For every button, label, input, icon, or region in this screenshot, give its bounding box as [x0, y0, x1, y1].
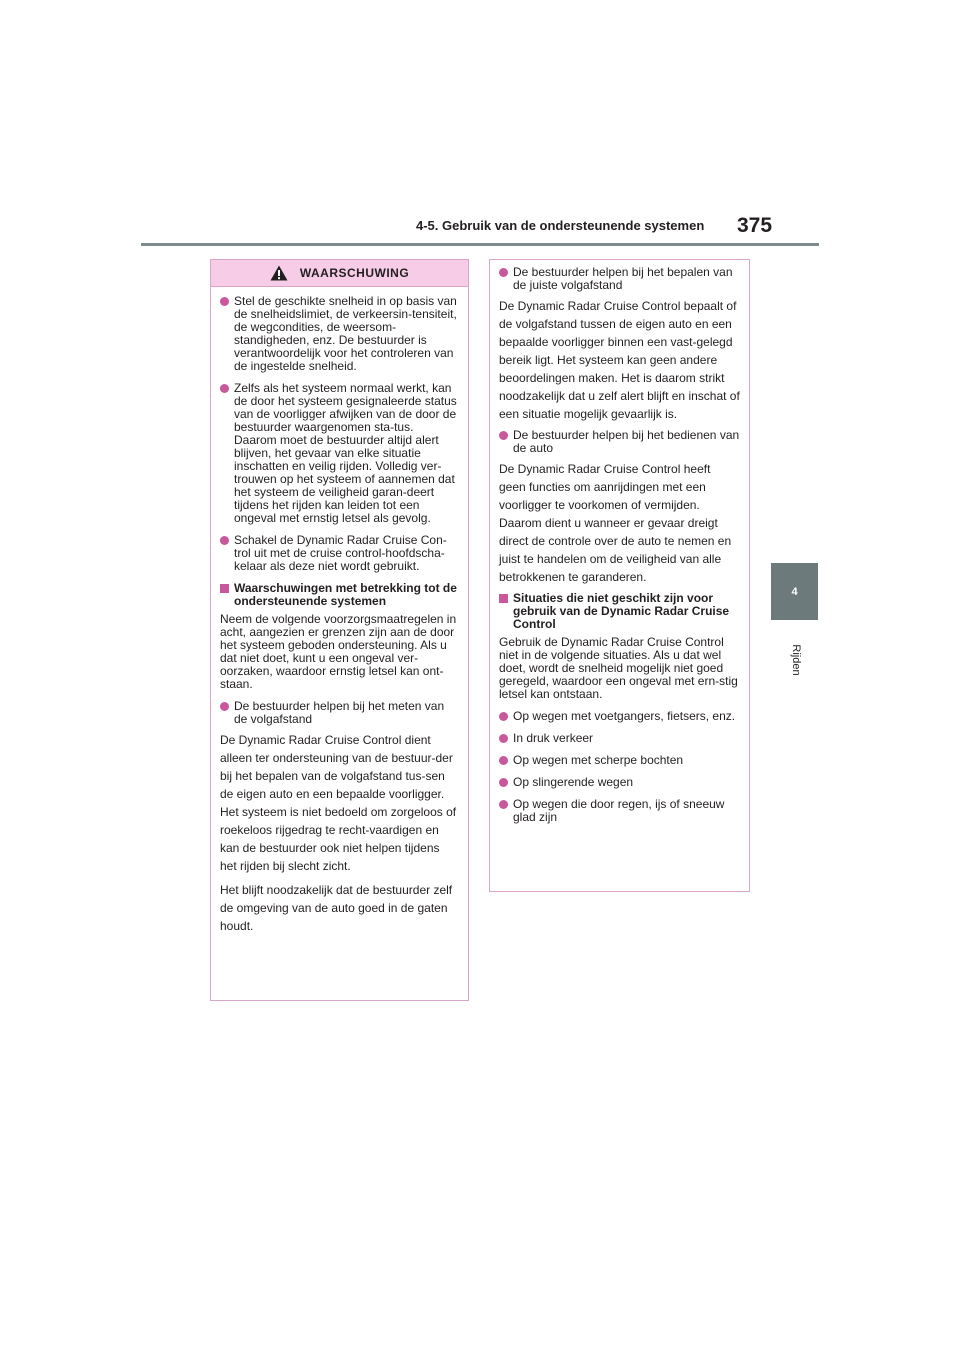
- item-title: De bestuurder helpen bij het bedienen van de auto: [499, 429, 740, 455]
- list-item: In druk verkeer: [499, 732, 740, 745]
- chapter-number: 4: [791, 585, 798, 598]
- list-item: Op wegen met scherpe bochten: [499, 754, 740, 767]
- sub-heading: Waarschuwingen met betrekking tot de ondersteunende systemen: [220, 582, 459, 608]
- list-item: Op wegen met voetgangers, fietsers, enz.: [499, 710, 740, 723]
- chapter-tab[interactable]: [771, 563, 818, 620]
- item-text: De Dynamic Radar Cruise Control dient alleen ter ondersteuning van de bestuur-der bij het bepalen van de volgafstand tus-sen de eigen auto en een bepaalde voorligger. Het systeem is niet bedoeld om zorgeloos of roekeloos rijgedrag te recht-vaardigen en kan de bestuurder ook niet helpen tijdens het rijden bij slecht zicht.: [220, 733, 457, 873]
- item-title: De bestuurder helpen bij het meten van de volgafstand: [220, 700, 459, 726]
- item-text: De Dynamic Radar Cruise Control bepaalt of de volgafstand tussen de eigen auto en een bepaalde voorligger binnen een vast-gelegd bereik ligt. Het systeem kan geen andere beoordelingen maken. Het is daarom strikt noodzakelijk dat u zelf alert blijft en inschat of een situatie mogelijk gevaarlijk is.: [499, 299, 740, 421]
- sub-intro: Neem de volgende voorzorgsmaatregelen in acht, aangezien er grenzen zijn aan de door het systeem geboden ondersteuning. Als u dat niet doet, kunt u een ongeval ver-oorzaken, waardoor ernstig letsel kan ont-staan.: [220, 612, 457, 691]
- item-text: Het blijft noodzakelijk dat de bestuurder zelf de omgeving van de auto goed in de gaten houdt.: [220, 883, 453, 933]
- warning-bullet: Schakel de Dynamic Radar Cruise Con-trol uit met de cruise control-hoofdscha-kelaar als deze niet wordt gebruikt.: [220, 534, 459, 573]
- warning-bullet: Stel de geschikte snelheid in op basis van de snelheidslimiet, de verkeersin-tensiteit, de wegcondities, de weersom-standigheden, enz. De bestuurder is verantwoordelijk voor het controleren van de ingestelde snelheid.: [220, 295, 459, 373]
- list-item: Op slingerende wegen: [499, 776, 740, 789]
- warning-header: [211, 260, 468, 287]
- sub-heading: Situaties die niet geschikt zijn voor gebruik van de Dynamic Radar Cruise Control: [499, 592, 740, 631]
- header-divider: [141, 243, 819, 246]
- sub-intro: Gebruik de Dynamic Radar Cruise Control niet in de volgende situaties. Als u dat wel doet, wordt de snelheid mogelijk niet goed geregeld, waardoor een ongeval met ern-stig letsel kan ontstaan.: [499, 635, 738, 701]
- warning-title: WAARSCHUWING: [299, 265, 410, 280]
- section-title: 4-5. Gebruik van de ondersteunende systemen: [416, 218, 705, 233]
- item-title: De bestuurder helpen bij het bepalen van de juiste volgafstand: [499, 266, 740, 292]
- item-text: De Dynamic Radar Cruise Control heeft geen functies om aanrijdingen met een voorligger te voorkomen of vermijden. Daarom dient u wanneer er gevaar dreigt direct de controle over de auto te nemen en juist te handelen om de veiligheid van alle betrokkenen te garanderen.: [499, 462, 732, 584]
- chapter-label: Rijden: [790, 644, 802, 676]
- page-number: 375: [737, 214, 773, 237]
- warning-triangle-icon: [270, 265, 288, 281]
- list-item: Op wegen die door regen, ijs of sneeuw glad zijn: [499, 798, 740, 824]
- warning-bullet: Zelfs als het systeem normaal werkt, kan de door het systeem gesignaleerde status van de voorligger afwijken van de door de bestuurder waargenomen sta-tus. Daarom moet de bestuurder altijd alert blijven, het gevaar van elke situatie inschatten en veilig rijden. Volledig ver-trouwen op het systeem of aannemen dat het systeem de veiligheid garan-deert tijdens het rijden kan leiden tot een ongeval met ernstig letsel als gevolg.: [220, 382, 459, 525]
- warning-box-left: [210, 259, 469, 1001]
- warning-box-right: [489, 259, 750, 892]
